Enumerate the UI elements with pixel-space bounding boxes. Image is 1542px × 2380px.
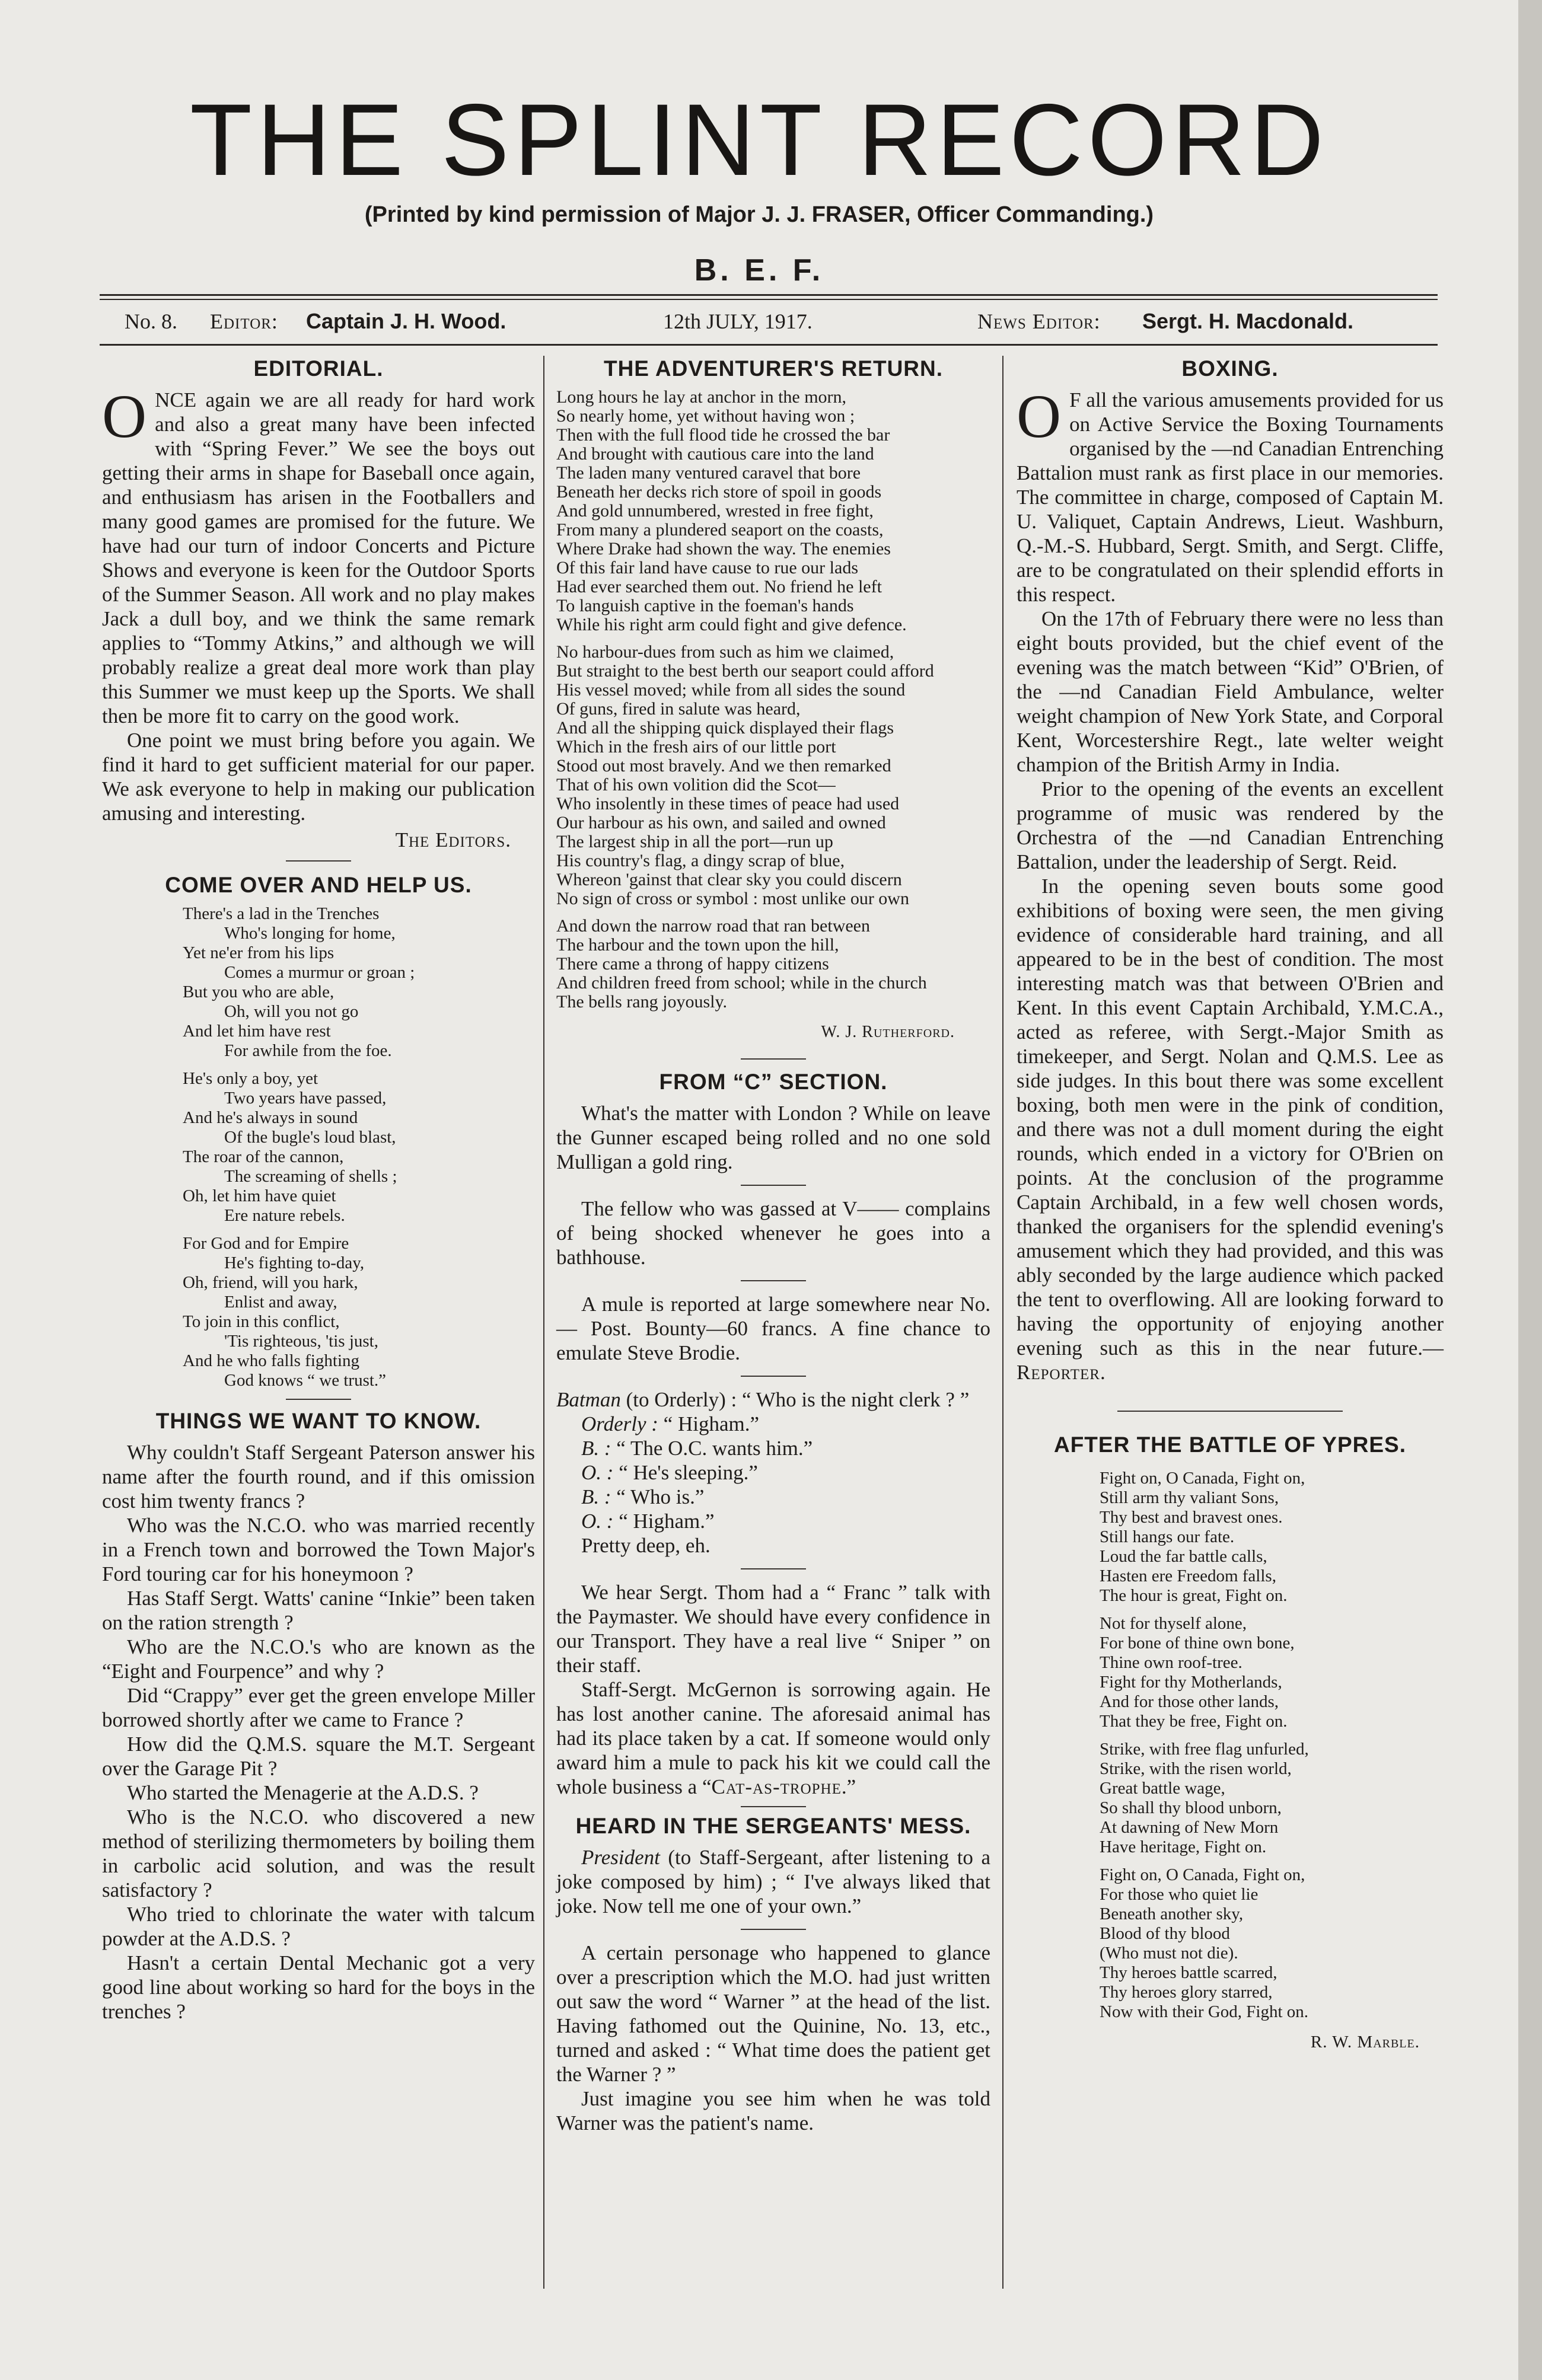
dialogue-end: Pretty deep, eh. [581, 1534, 711, 1557]
verse-line: The largest ship in all the port—run up [556, 832, 833, 851]
verse-line: The laden many ventured caravel that bore [556, 463, 861, 483]
verse-line: Thy heroes battle scarred, [1100, 1963, 1277, 1982]
boxing-heading: BOXING. [1181, 356, 1279, 381]
drop-cap: O [1017, 382, 1062, 451]
news-editor-name: Sergt. H. Macdonald. [1142, 309, 1354, 333]
verse-line: And down the narrow road that ran between [556, 916, 870, 936]
verse-line: The hour is great, Fight on. [1100, 1586, 1288, 1605]
question-item: Has Staff Sergt. Watts' canine “Inkie” been taken on the ration strength ? [102, 1587, 535, 1634]
adventurer-poem [556, 388, 990, 1012]
verse-line: Comes a murmur or groan ; [224, 963, 415, 982]
dialogue-line [581, 1485, 990, 1509]
dialogue-speaker: B. : [581, 1485, 611, 1508]
dialogue-text: “ Higham.” [613, 1510, 715, 1533]
verse-line: Long hours he lay at anchor in the morn, [556, 387, 847, 407]
dialogue-line [581, 1509, 990, 1533]
permission-line: (Printed by kind permission of Major J. J. FRASER, Officer Commanding.) [364, 202, 1154, 227]
dialogue-line [581, 1412, 990, 1436]
editorial-heading: EDITORIAL. [253, 356, 384, 381]
verse-line: And he who falls fighting [183, 1351, 360, 1370]
verse-line: No sign of cross or symbol : most unlike our own [556, 889, 909, 908]
question-item: Who are the N.C.O.'s who are known as the “Eight and Fourpence” and why ? [102, 1635, 535, 1683]
c-section-paragraph-2: The fellow who was gassed at V—— complains of being shocked whenever he goes into a bathhouse. [556, 1197, 990, 1269]
dialogue-speaker: O. : [581, 1510, 614, 1533]
stanza [1100, 1865, 1444, 2022]
verse-line: Stood out most bravely. And we then remarked [556, 756, 891, 776]
verse-line: No harbour-dues from such as him we claimed, [556, 642, 894, 662]
verse-line: That they be free, Fight on. [1100, 1712, 1288, 1731]
verse-line: From many a plundered seaport on the coasts, [556, 520, 884, 540]
verse-line: And brought with cautious care into the land [556, 444, 874, 464]
c-section-paragraph-1: What's the matter with London ? While on leave the Gunner escaped being rolled and no one sold Mulligan a gold ring. [556, 1102, 990, 1173]
issue-info-bar [100, 304, 1438, 339]
verse-line: Of guns, fired in salute was heard, [556, 699, 801, 719]
boxing-paragraph-1: O F all the various amusements provided for us on Active Service the Boxing Tournaments organised by the —nd Canadian Entrenching Battalion must rank as first place in our memories. The committee in charge, composed of Captain M. U. Valiquet, Captain Andrews, Lieut. Washburn, Q.-M.-S. Hubbard, Sergt. Smith, and Sergt. Cliffe, are to be congratulated on their splendid efforts in this respect. [1017, 382, 1444, 606]
verse-line: Strike, with the risen world, [1100, 1759, 1292, 1778]
item-divider [741, 1929, 806, 1930]
verse-line: God knows “ we trust.” [224, 1371, 387, 1390]
question-item: Hasn't a certain Dental Mechanic got a very good line about working so hard for the boys in the trenches ? [102, 1951, 535, 2023]
things-heading: THINGS WE WANT TO KNOW. [155, 1409, 482, 1433]
verse-line: Of this fair land have cause to rue our lads [556, 558, 858, 578]
question-item: Who is the N.C.O. who discovered a new method of sterilizing thermometers by boiling them in carbolic acid solution, and was the result satisfactory ? [102, 1805, 535, 1902]
ypres-signature: R. W. Marble. [1310, 2033, 1420, 2052]
verse-line: Hasten ere Freedom falls, [1100, 1567, 1276, 1585]
verse-line: Two years have passed, [224, 1089, 387, 1108]
ypres-poem [1017, 1469, 1444, 2022]
column-divider-1 [543, 356, 544, 2289]
column-right [1017, 356, 1444, 2054]
dialogue-speaker: O. : [581, 1461, 614, 1484]
stanza [556, 643, 990, 908]
verse-line: And for those other lands, [1100, 1692, 1279, 1711]
verse-line: And children freed from school; while in the church [556, 973, 927, 993]
section-divider [286, 1399, 351, 1400]
verse-line: For bone of thine own bone, [1100, 1634, 1295, 1652]
verse-line: Now with their God, Fight on. [1100, 2002, 1309, 2021]
verse-line: Our harbour as his own, and sailed and owned [556, 813, 886, 832]
verse-line: 'Tis righteous, 'tis just, [224, 1332, 378, 1351]
dialogue-text: “ He's sleeping.” [613, 1461, 758, 1484]
stanza [1100, 1469, 1444, 1606]
c-section-paragraph-5: Staff-Sergt. McGernon is sorrowing again. He has lost another canine. The aforesaid animal has had its place taken by a cat. If someone would only award him a mule to pack his kit we could call the whole business a “Cat-as-trophe.” [556, 1678, 990, 1798]
news-editor-label: News Editor: [977, 310, 1101, 333]
verse-line: For those who quiet lie [1100, 1885, 1259, 1904]
verse-line: His vessel moved; while from all sides the sound [556, 680, 906, 700]
stanza [556, 388, 990, 634]
boxing-paragraph-4: In the opening seven bouts some good exhibitions of boxing were seen, the men giving evidence of considerable hard training, and all appeared to be in the best of condition. The most interesting match was that between O'Brien and Kent. In this event Captain Archibald, Y.M.C.A., acted as referee, with Sergt.-Major Smith as timekeeper, and Sergt. Nolan and Q.M.S. Lee as side judges. In this bout there was some excellent boxing, both men were in the pink of condition, and there was not a dull moment during the eight rounds, which ended in a victory for O'Brien on points. At the conclusion of the programme Captain Archibald, in a few well chosen words, thanked the organisers for the splendid evening's amusement which they had provided, and this was ably seconded by the large audience which packed the tent to overflowing. All are looking forward to having the opportunity of enjoying another evening such as this in the near future.—Reporter. [1017, 875, 1444, 1384]
dialogue-speaker: Orderly : [581, 1412, 658, 1435]
verse-line: The harbour and the town upon the hill, [556, 935, 839, 955]
verse-line: Beneath her decks rich store of spoil in goods [556, 482, 882, 502]
stanza [183, 1234, 535, 1390]
verse-line: Thy best and bravest ones. [1100, 1508, 1283, 1527]
sergeants-paragraph-2: A certain personage who happened to glance over a prescription which the M.O. had just written out saw the word “ Warner ” at the head of the list. Having fathomed out the Quinine, No. 13, etc., turned and asked : “ What time does the patient get the Warner ? ” [556, 1941, 990, 2086]
verse-line: Still arm thy valiant Sons, [1100, 1488, 1279, 1507]
dialogue-text: “ The O.C. wants him.” [611, 1437, 813, 1460]
verse-line: Oh, let him have quiet [183, 1186, 336, 1205]
adventurer-signature: W. J. Rutherford. [821, 1023, 955, 1041]
section-divider [1117, 1411, 1343, 1412]
issue-number: No. 8. [125, 310, 177, 333]
verse-line: The roar of the cannon, [183, 1147, 344, 1166]
editorial-paragraph-1: ONCE again we are all ready for hard work and also a great many have been infected with “Spring Fever.” We see the boys out getting their arms in shape for Baseball once again, and enthusiasm has arisen in the Footballers and many good games are promised for the future. We have had our turn of indoor Concerts and Picture Shows and everyone is keen for the Outdoor Sports of the Summer Season. All work and no play makes Jack a dull boy, and we think the same remark applies to “Tommy Atkins,” and although we will probably realize a great deal more work than play this Summer we must keep up the Sports. We shall then be more fit to carry on the good work. [102, 382, 535, 728]
adventurer-heading: THE ADVENTURER'S RETURN. [603, 356, 944, 381]
verse-line: Where Drake had shown the way. The enemies [556, 539, 891, 559]
verse-line: For awhile from the foe. [224, 1041, 392, 1060]
verse-line: Thy heroes glory starred, [1100, 1983, 1273, 2002]
verse-line: Yet ne'er from his lips [183, 943, 334, 962]
boxing-paragraph-2: On the 17th of February there were no less than eight bouts provided, but the chief event of the evening was the match between “Kid” O'Brien, of the —nd Canadian Field Ambulance, welter weight champion of New York State, and Corporal Kent, Worcestershire Regt., late welter weight champion of the British Army in India. [1017, 607, 1444, 776]
sergeants-paragraph-1: President (to Staff-Sergeant, after listening to a joke composed by him) ; “ I've always liked that joke. Now tell me one of your own.” [556, 1846, 990, 1918]
question-item: How did the Q.M.S. square the M.T. Sergeant over the Garage Pit ? [102, 1733, 535, 1780]
stanza [183, 1069, 535, 1226]
question-item: Who was the N.C.O. who was married recently in a French town and borrowed the Town Major's Ford touring car for his honeymoon ? [102, 1514, 535, 1585]
verse-line: Then with the full flood tide he crossed the bar [556, 425, 890, 445]
verse-line: He's fighting to-day, [224, 1253, 365, 1272]
editor-label: Editor: [210, 310, 278, 333]
verse-line: And gold unnumbered, wrested in free fight, [556, 501, 874, 521]
verse-line: Who insolently in these times of peace had used [556, 794, 900, 813]
ypres-heading: AFTER THE BATTLE OF YPRES. [1053, 1433, 1407, 1457]
header-rule-top-inner [100, 299, 1438, 300]
column-divider-2 [1002, 356, 1003, 2289]
verse-line: Fight on, O Canada, Fight on, [1100, 1865, 1305, 1884]
verse-line: Great battle wage, [1100, 1779, 1225, 1798]
verse-line: He's only a boy, yet [183, 1069, 318, 1088]
question-item: Who tried to chlorinate the water with talcum powder at the A.D.S. ? [102, 1903, 535, 1950]
verse-line: Loud the far battle calls, [1100, 1547, 1267, 1566]
verse-line: Not for thyself alone, [1100, 1614, 1247, 1633]
question-item: Why couldn't Staff Sergeant Paterson answer his name after the fourth round, and if this omission cost him twenty francs ? [102, 1441, 535, 1513]
verse-line: There's a lad in the Trenches [183, 904, 380, 923]
stanza [556, 917, 990, 1012]
verse-line: Whereon 'gainst that clear sky you could discern [556, 870, 902, 889]
verse-line: And he's always in sound [183, 1108, 358, 1127]
item-divider [741, 1376, 806, 1377]
dialogue-line [581, 1460, 990, 1485]
header-rule-bottom [100, 344, 1438, 346]
dialogue-speaker: B. : [581, 1437, 611, 1460]
verse-line: To languish captive in the foeman's hands [556, 596, 854, 615]
verse-line: To join in this conflict, [183, 1312, 340, 1331]
page-edge [1518, 0, 1542, 2380]
come-over-heading: COME OVER AND HELP US. [165, 873, 472, 897]
c-section-heading: FROM “C” SECTION. [659, 1070, 888, 1094]
column-middle [556, 356, 990, 2135]
verse-line: Ere nature rebels. [224, 1206, 345, 1225]
verse-line: Thine own roof-tree. [1100, 1653, 1242, 1672]
verse-line: Who's longing for home, [224, 924, 396, 943]
section-divider [741, 1058, 806, 1060]
verse-line: (Who must not die). [1100, 1944, 1238, 1963]
issue-date: 12th JULY, 1917. [663, 310, 813, 333]
things-list [102, 1440, 535, 2024]
dialogue-text: “ Higham.” [658, 1412, 759, 1435]
drop-cap: O [102, 382, 147, 451]
newspaper-title: THE SPLINT RECORD [190, 83, 1328, 197]
verse-line: But straight to the best berth our seaport could afford [556, 661, 934, 681]
verse-line: But you who are able, [183, 982, 334, 1001]
question-item: Did “Crappy” ever get the green envelope Miller borrowed shortly after we came to France ? [102, 1684, 535, 1731]
item-divider [741, 1185, 806, 1186]
column-left [102, 356, 535, 2024]
come-over-poem [102, 904, 535, 1390]
c-section-paragraph-3: A mule is reported at large somewhere near No. — Post. Bounty—60 francs. A fine chance to emulate Steve Brodie. [556, 1293, 990, 1364]
verse-line: Had ever searched them out. No friend he left [556, 577, 882, 596]
item-divider [741, 1568, 806, 1569]
stanza [1100, 1614, 1444, 1731]
dialogue [556, 1412, 990, 1533]
editorial-signature: The Editors. [395, 828, 511, 851]
verse-line: Beneath another sky, [1100, 1904, 1244, 1923]
verse-line: Fight for thy Motherlands, [1100, 1673, 1282, 1692]
stanza [183, 904, 535, 1061]
verse-line: For God and for Empire [183, 1234, 349, 1253]
verse-line: Still hangs our fate. [1100, 1527, 1235, 1546]
verse-line: There came a throng of happy citizens [556, 954, 829, 974]
verse-line: Strike, with free flag unfurled, [1100, 1740, 1309, 1759]
dialogue-line [581, 1436, 990, 1460]
sergeants-paragraph-3: Just imagine you see him when he was told Warner was the patient's name. [556, 2087, 990, 2135]
boxing-paragraph-3: Prior to the opening of the events an excellent programme of music was rendered by the Orchestra of the —nd Canadian Entrenching Battalion, under the leadership of Sergt. Reid. [1017, 777, 1444, 873]
verse-line: Oh, will you not go [224, 1002, 359, 1021]
verse-line: So nearly home, yet without having won ; [556, 406, 855, 426]
verse-line: Fight on, O Canada, Fight on, [1100, 1469, 1305, 1488]
verse-line: Oh, friend, will you hark, [183, 1273, 358, 1292]
verse-line: And all the shipping quick displayed their flags [556, 718, 894, 738]
dialogue-text: “ Who is.” [611, 1485, 705, 1508]
editor-name: Captain J. H. Wood. [306, 309, 506, 333]
verse-line: Which in the fresh airs of our little port [556, 737, 836, 757]
section-divider [741, 1806, 806, 1807]
verse-line: So shall thy blood unborn, [1100, 1798, 1282, 1817]
verse-line: At dawning of New Morn [1100, 1818, 1279, 1837]
verse-line: The bells rang joyously. [556, 992, 728, 1012]
editorial-paragraph-2: One point we must bring before you again. We find it hard to get sufficient material for our paper. We ask everyone to help in making our publication amusing and interesting. [102, 729, 535, 825]
c-section-paragraph-4: We hear Sergt. Thom had a “ Franc ” talk with the Paymaster. We should have every confidence in our Transport. They have a real live “ Sniper ” on their staff. [556, 1581, 990, 1677]
verse-line: His country's flag, a dingy scrap of blue, [556, 851, 845, 870]
stanza [1100, 1740, 1444, 1857]
question-item: Who started the Menagerie at the A.D.S. ? [127, 1781, 479, 1804]
header-rule-top [100, 294, 1438, 296]
bef-line: B. E. F. [694, 253, 824, 288]
verse-line: That of his own volition did the Scot— [556, 775, 836, 795]
verse-line: Have heritage, Fight on. [1100, 1837, 1267, 1856]
verse-line: The screaming of shells ; [224, 1167, 397, 1186]
sergeants-heading: HEARD IN THE SERGEANTS' MESS. [575, 1814, 971, 1838]
verse-line: While his right arm could fight and give defence. [556, 615, 907, 634]
verse-line: Blood of thy blood [1100, 1924, 1230, 1943]
dialogue-intro: Batman (to Orderly) : “ Who is the night clerk ? ” [556, 1388, 970, 1411]
verse-line: Of the bugle's loud blast, [224, 1128, 396, 1147]
item-divider [741, 1280, 806, 1281]
verse-line: And let him have rest [183, 1022, 331, 1041]
verse-line: Enlist and away, [224, 1293, 337, 1312]
section-divider [286, 860, 351, 862]
